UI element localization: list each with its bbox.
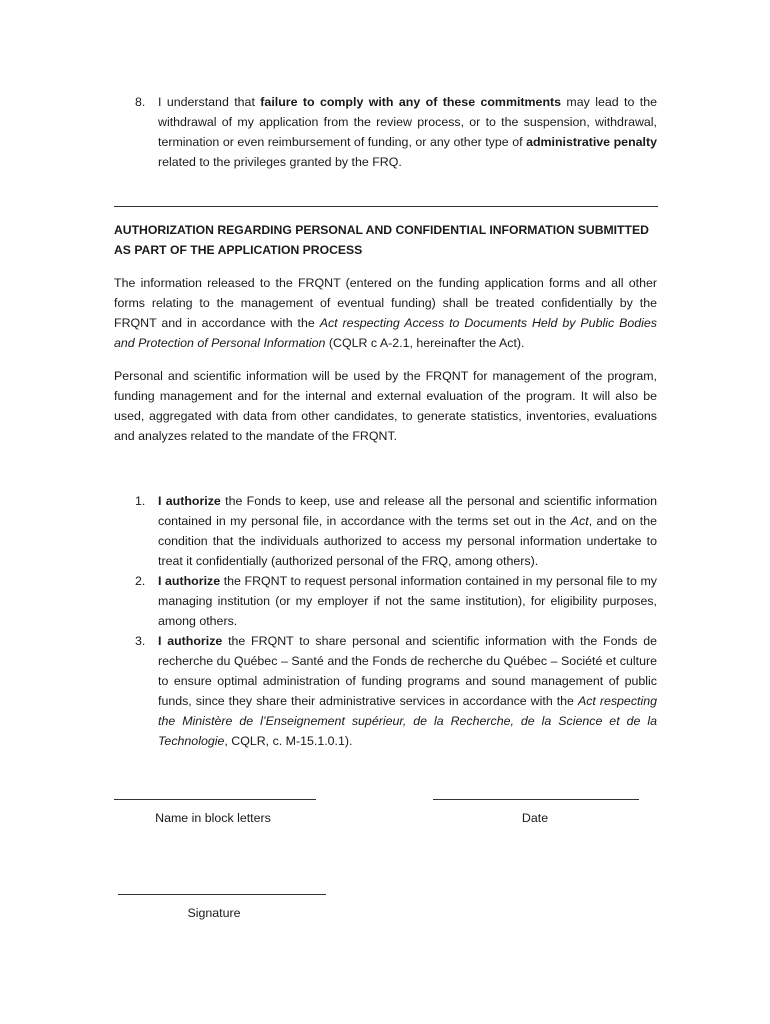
paragraph-confidentiality: [114, 273, 657, 353]
text-run: the FRQNT to share personal and scientific information with the Fonds de recherche du Québec – Santé and the Fonds de recherche du Québec – Société et culture to ensure optimal administration of funding programs and sound management of public funds, since they share their administrative services in accordance with the: [158, 634, 657, 708]
item-number: 1.: [135, 494, 146, 508]
date-label: Date: [521, 811, 549, 825]
item-text: [158, 631, 657, 751]
text-run: (CQLR c A-2.1, hereinafter the Act).: [325, 336, 525, 350]
italic-run: Act respecting Access to Documents Held by Public Bodies and Protection of Personal Information: [114, 316, 657, 350]
bold-run: I authorize: [158, 494, 221, 508]
text-run: the Fonds to keep, use and release all the personal and scientific information contained in my personal file, in accordance with the terms set out in the: [158, 494, 657, 528]
bold-run: failure to comply with any of these commitments: [260, 95, 562, 109]
section-heading: AUTHORIZATION REGARDING PERSONAL AND CONFIDENTIAL INFORMATION SUBMITTED AS PART OF THE APPLICATION PROCESS: [114, 223, 649, 257]
section-divider: [114, 206, 658, 207]
italic-run: Act: [570, 514, 589, 528]
text-run: I understand that: [158, 95, 261, 109]
date-line: [433, 799, 639, 800]
name-label: Name in block letters: [155, 811, 271, 825]
item-number: 8.: [135, 95, 146, 109]
item-text: [158, 491, 657, 571]
italic-run: Act respecting the Ministère de l’Enseignement supérieur, de la Recherche, de la Science et de la Technologie: [158, 694, 657, 748]
bold-run: I authorize: [158, 634, 223, 648]
item-number: 2.: [135, 574, 146, 588]
bold-run: administrative penalty: [526, 135, 657, 149]
item-text: [158, 571, 657, 631]
item-number: 3.: [135, 634, 146, 648]
text-run: , CQLR, c. M-15.1.0.1).: [224, 734, 353, 748]
text-run: the FRQNT to request personal information contained in my personal file to my managing institution (or my employer if not the same institution), for eligibility purposes, among others.: [158, 574, 657, 628]
item-text: [158, 92, 657, 172]
bold-run: I authorize: [158, 574, 221, 588]
name-line: [114, 799, 316, 800]
text-run: , and on the condition that the individuals authorized to access my personal information undertake to treat it confidentially (authorized personal of the FRQ, among others).: [158, 514, 658, 568]
text-run: The information released to the FRQNT (entered on the funding application forms and all other forms relating to the management of eventual funding) shall be treated confidentially by the FRQNT and in accordance with the: [114, 276, 657, 330]
text-run: related to the privileges granted by the FRQ.: [158, 155, 402, 169]
paragraph-usage: Personal and scientific information will be used by the FRQNT for management of the program, funding management and for the internal and external evaluation of the program. It will also be used, aggregated with data from other candidates, to generate statistics, inventories, evaluations and analyzes related to the mandate of the FRQNT.: [114, 369, 657, 443]
signature-label: Signature: [187, 906, 241, 920]
text-run: may lead to the withdrawal of my application from the review process, or to the suspension, withdrawal, termination or even reimbursement of funding, or any other type of: [158, 95, 657, 149]
signature-line: [118, 894, 326, 895]
